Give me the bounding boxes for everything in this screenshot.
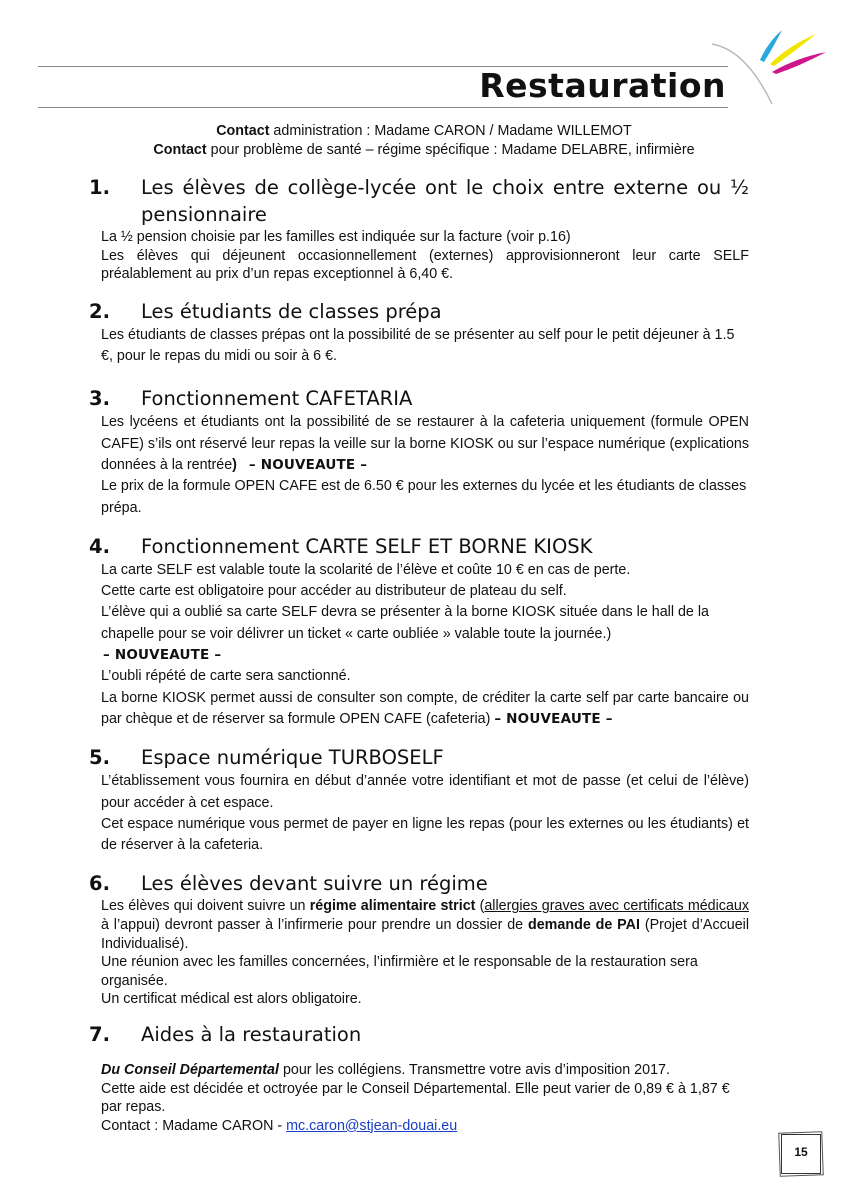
page-title: Restauration (479, 66, 726, 105)
section-heading: 7. Aides à la restauration (89, 1022, 362, 1046)
section-heading: 2. Les étudiants de classes prépa (89, 299, 442, 323)
section-body: Les étudiants de classes prépas ont la possibilité de se présenter au self pour le petit déjeuner à 1.5 €, pour le repas du midi ou soir à 6 €. (101, 326, 735, 365)
section-5 (89, 744, 749, 856)
section-body: Du Conseil Départemental pour les collégiens. Transmettre votre avis d’imposition 2017. Cette aide est décidée et octroyée par le Conseil Départemental. Elle peut varier de 0,89 € à 1,87 € par repas. Contact : Madame CARON - mc.caron@stjean-douai.eu (101, 1061, 730, 1134)
section-body: Les élèves qui doivent suivre un régime alimentaire strict (allergies graves avec certificats médicaux à l’appui) devront passer à l’infirmerie pour prendre un dossier de demande de PAI (Projet d’Accueil Individualisé). Une réunion avec les familles concernées, l’infirmière et le responsable de la restauration sera organisée. Un certificat médical est alors obligatoire. (101, 898, 750, 1008)
section-body: Les lycéens et étudiants ont la possibilité de se restaurer à la cafeteria uniquement (formule OPEN CAFE) s’ils ont réservé leur repas la veille sur la borne KIOSK ou sur l’espace numérique (explications données à la rentrée) – NOUVEAUTE – Le prix de la formule OPEN CAFE est de 6.50 € pour les externes du lycée et les étudiants de classes prépa. (101, 414, 749, 516)
section-body: La carte SELF est valable toute la scolarité de l’élève et coûte 10 € en cas de perte. Cette carte est obligatoire pour accéder au distributeur de plateau du self. L’élève qui a oublié sa carte SELF devra se présenter à la borne KIOSK située dans le hall de la chapelle pour se voir délivrer un ticket « carte oubliée » valable toute la journée.) – NOUVEAUTE – L’oubli répété de carte sera sanctionné. La borne KIOSK permet aussi de consulter son compte, de créditer la carte self par carte bancaire ou par chèque et de réserver sa formule OPEN CAFE (cafeteria) – NOUVEAUTE – (101, 561, 749, 727)
contact-admin: Contact administration : Madame CARON / Madame WILLEMOT (216, 123, 632, 139)
contact-health: Contact pour problème de santé – régime spécifique : Madame DELABRE, infirmière (153, 142, 695, 158)
contact-email-link[interactable]: mc.caron@stjean-douai.eu (286, 1117, 458, 1134)
section-3 (89, 385, 749, 518)
section-2 (89, 298, 749, 368)
page-number: 15 (794, 1145, 808, 1159)
section-heading: 3. Fonctionnement CAFETARIA (89, 387, 413, 411)
section-6 (89, 870, 750, 1009)
new-badge: – NOUVEAUTE – (494, 710, 613, 727)
section-heading: 1. Les élèves de collège-lycée ont le choix entre externe ou ½ pensionnaire (89, 176, 749, 226)
brand-logo-icon (706, 24, 828, 108)
section-4 (89, 533, 749, 730)
section-body: La ½ pension choisie par les familles est indiquée sur la facture (voir p.16) Les élèves qui déjeunent occasionnellement (externes) approvisionneront leur carte SELF préalablement au prix d’un repas exceptionnel à 6,40 €. (101, 229, 749, 283)
section-heading: 6. Les élèves devant suivre un régime (89, 872, 488, 896)
contacts-block (0, 122, 848, 160)
new-badge: – NOUVEAUTE – (103, 647, 222, 664)
section-heading: 4. Fonctionnement CARTE SELF ET BORNE KIOSK (89, 534, 593, 558)
section-1 (89, 174, 749, 284)
content (89, 174, 750, 1135)
section-7 (89, 1021, 749, 1135)
section-heading: 5. Espace numérique TURBOSELF (89, 746, 444, 770)
section-body: L’établissement vous fournira en début d’année votre identifiant et mot de passe (et celui de l’élève) pour accéder à cet espace. Cet espace numérique vous permet de payer en ligne les repas (pour les externes ou les étudiants) et de réserver à la cafeteria. (101, 773, 749, 854)
new-badge: – NOUVEAUTE – (248, 456, 368, 473)
header-rule-bottom (38, 107, 728, 108)
page-number-box (779, 1132, 823, 1176)
